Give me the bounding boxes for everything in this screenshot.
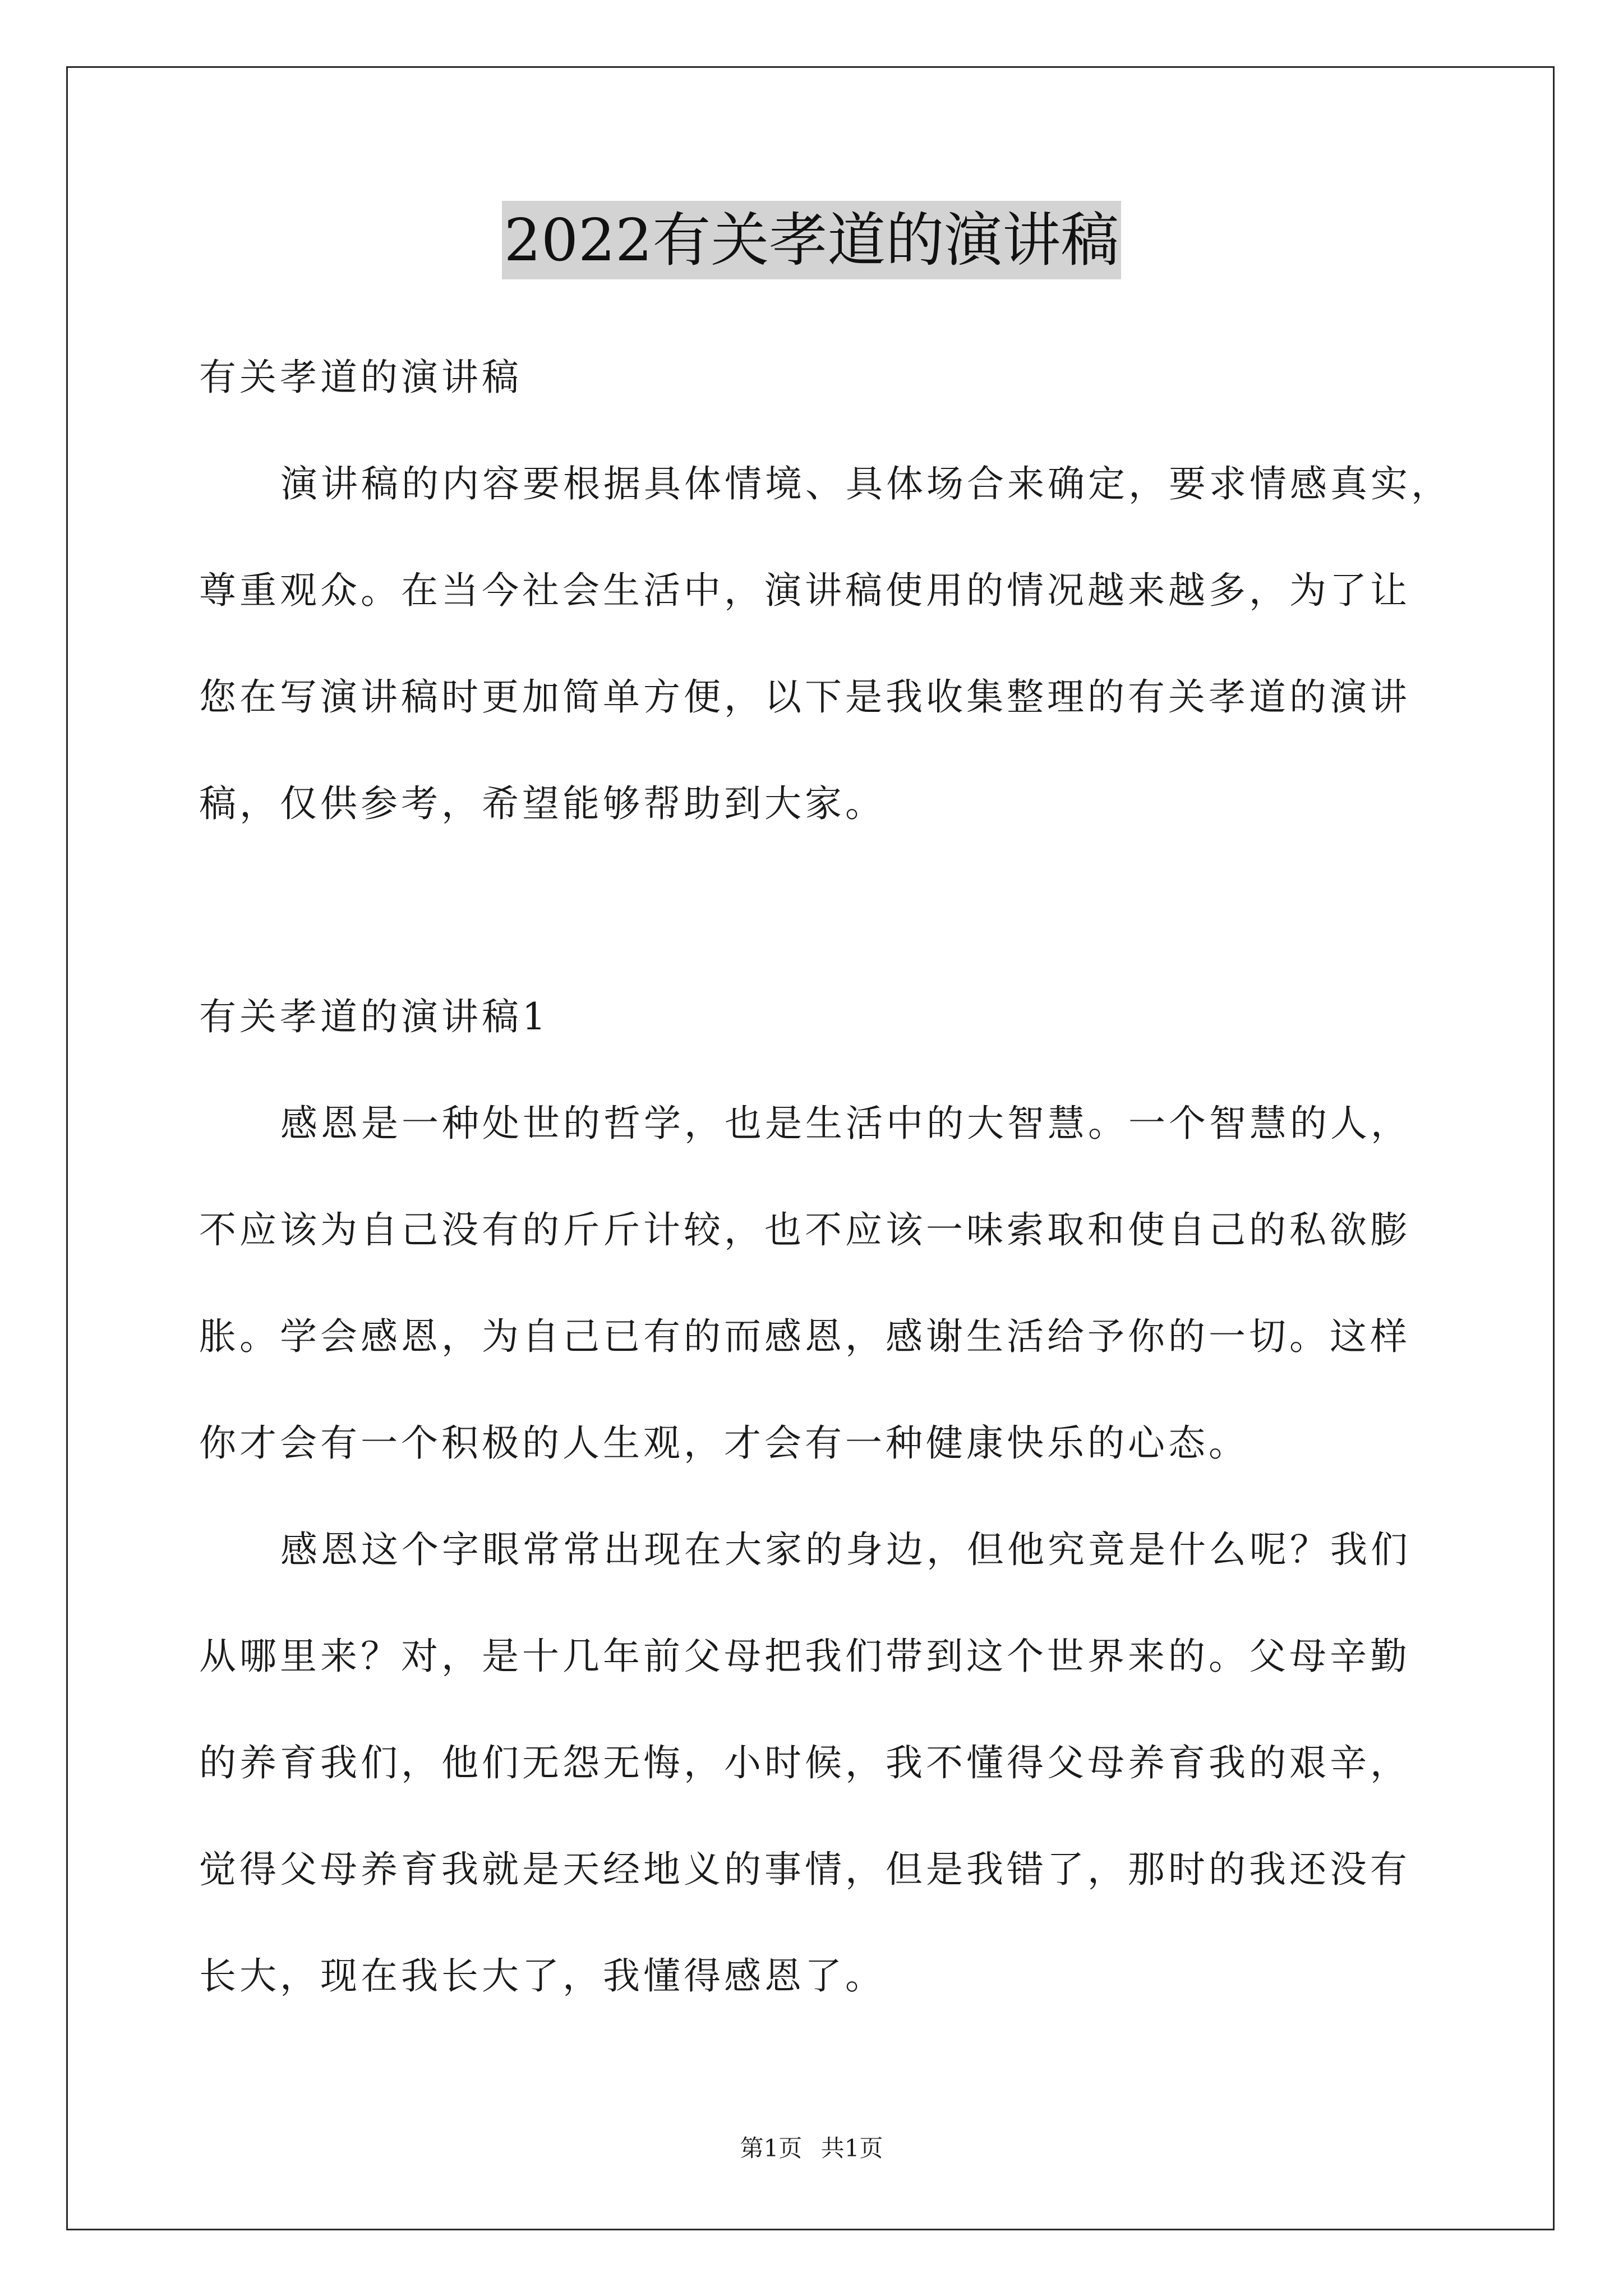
paragraph-line: 的养育我们，他们无怨无悔，小时候，我不懂得父母养育我的艰辛， [199,1741,1410,1784]
paragraph-line: 胀。学会感恩，为自己已有的而感恩，感谢生活给予你的一切。这样 [199,1315,1410,1358]
page-number: 第1页 [740,2134,803,2162]
section-heading: 有关孝道的演讲稿1 [199,995,549,1038]
paragraph-line: 感恩这个字眼常常出现在大家的身边，但他究竟是什么呢？我们 [280,1528,1411,1571]
page-footer [0,2132,1623,2165]
title-container [0,201,1623,279]
intro-line: 尊重观众。在当今社会生活中，演讲稿使用的情况越来越多，为了让 [199,569,1410,612]
page-total: 共1页 [820,2134,883,2162]
paragraph-line: 觉得父母养育我就是天经地义的事情，但是我错了，那时的我还没有 [199,1848,1410,1891]
paragraph-line: 不应该为自己没有的斤斤计较，也不应该一味索取和使自己的私欲膨 [199,1208,1410,1251]
section-heading: 有关孝道的演讲稿 [199,356,522,399]
paragraph-line: 你才会有一个积极的人生观，才会有一种健康快乐的心态。 [199,1421,1249,1465]
paragraph-line: 长大，现在我长大了，我懂得感恩了。 [199,1954,886,1998]
intro-line: 您在写演讲稿时更加简单方便，以下是我收集整理的有关孝道的演讲 [199,675,1410,719]
intro-line: 稿，仅供参考，希望能够帮助到大家。 [199,782,886,825]
document-title: 2022有关孝道的演讲稿 [502,201,1122,279]
paragraph-line: 从哪里来？对，是十几年前父母把我们带到这个世界来的。父母辛勤 [199,1635,1410,1678]
intro-line: 演讲稿的内容要根据具体情境、具体场合来确定，要求情感真实， [280,462,1451,505]
paragraph-line: 感恩是一种处世的哲学，也是生活中的大智慧。一个智慧的人， [280,1102,1411,1145]
